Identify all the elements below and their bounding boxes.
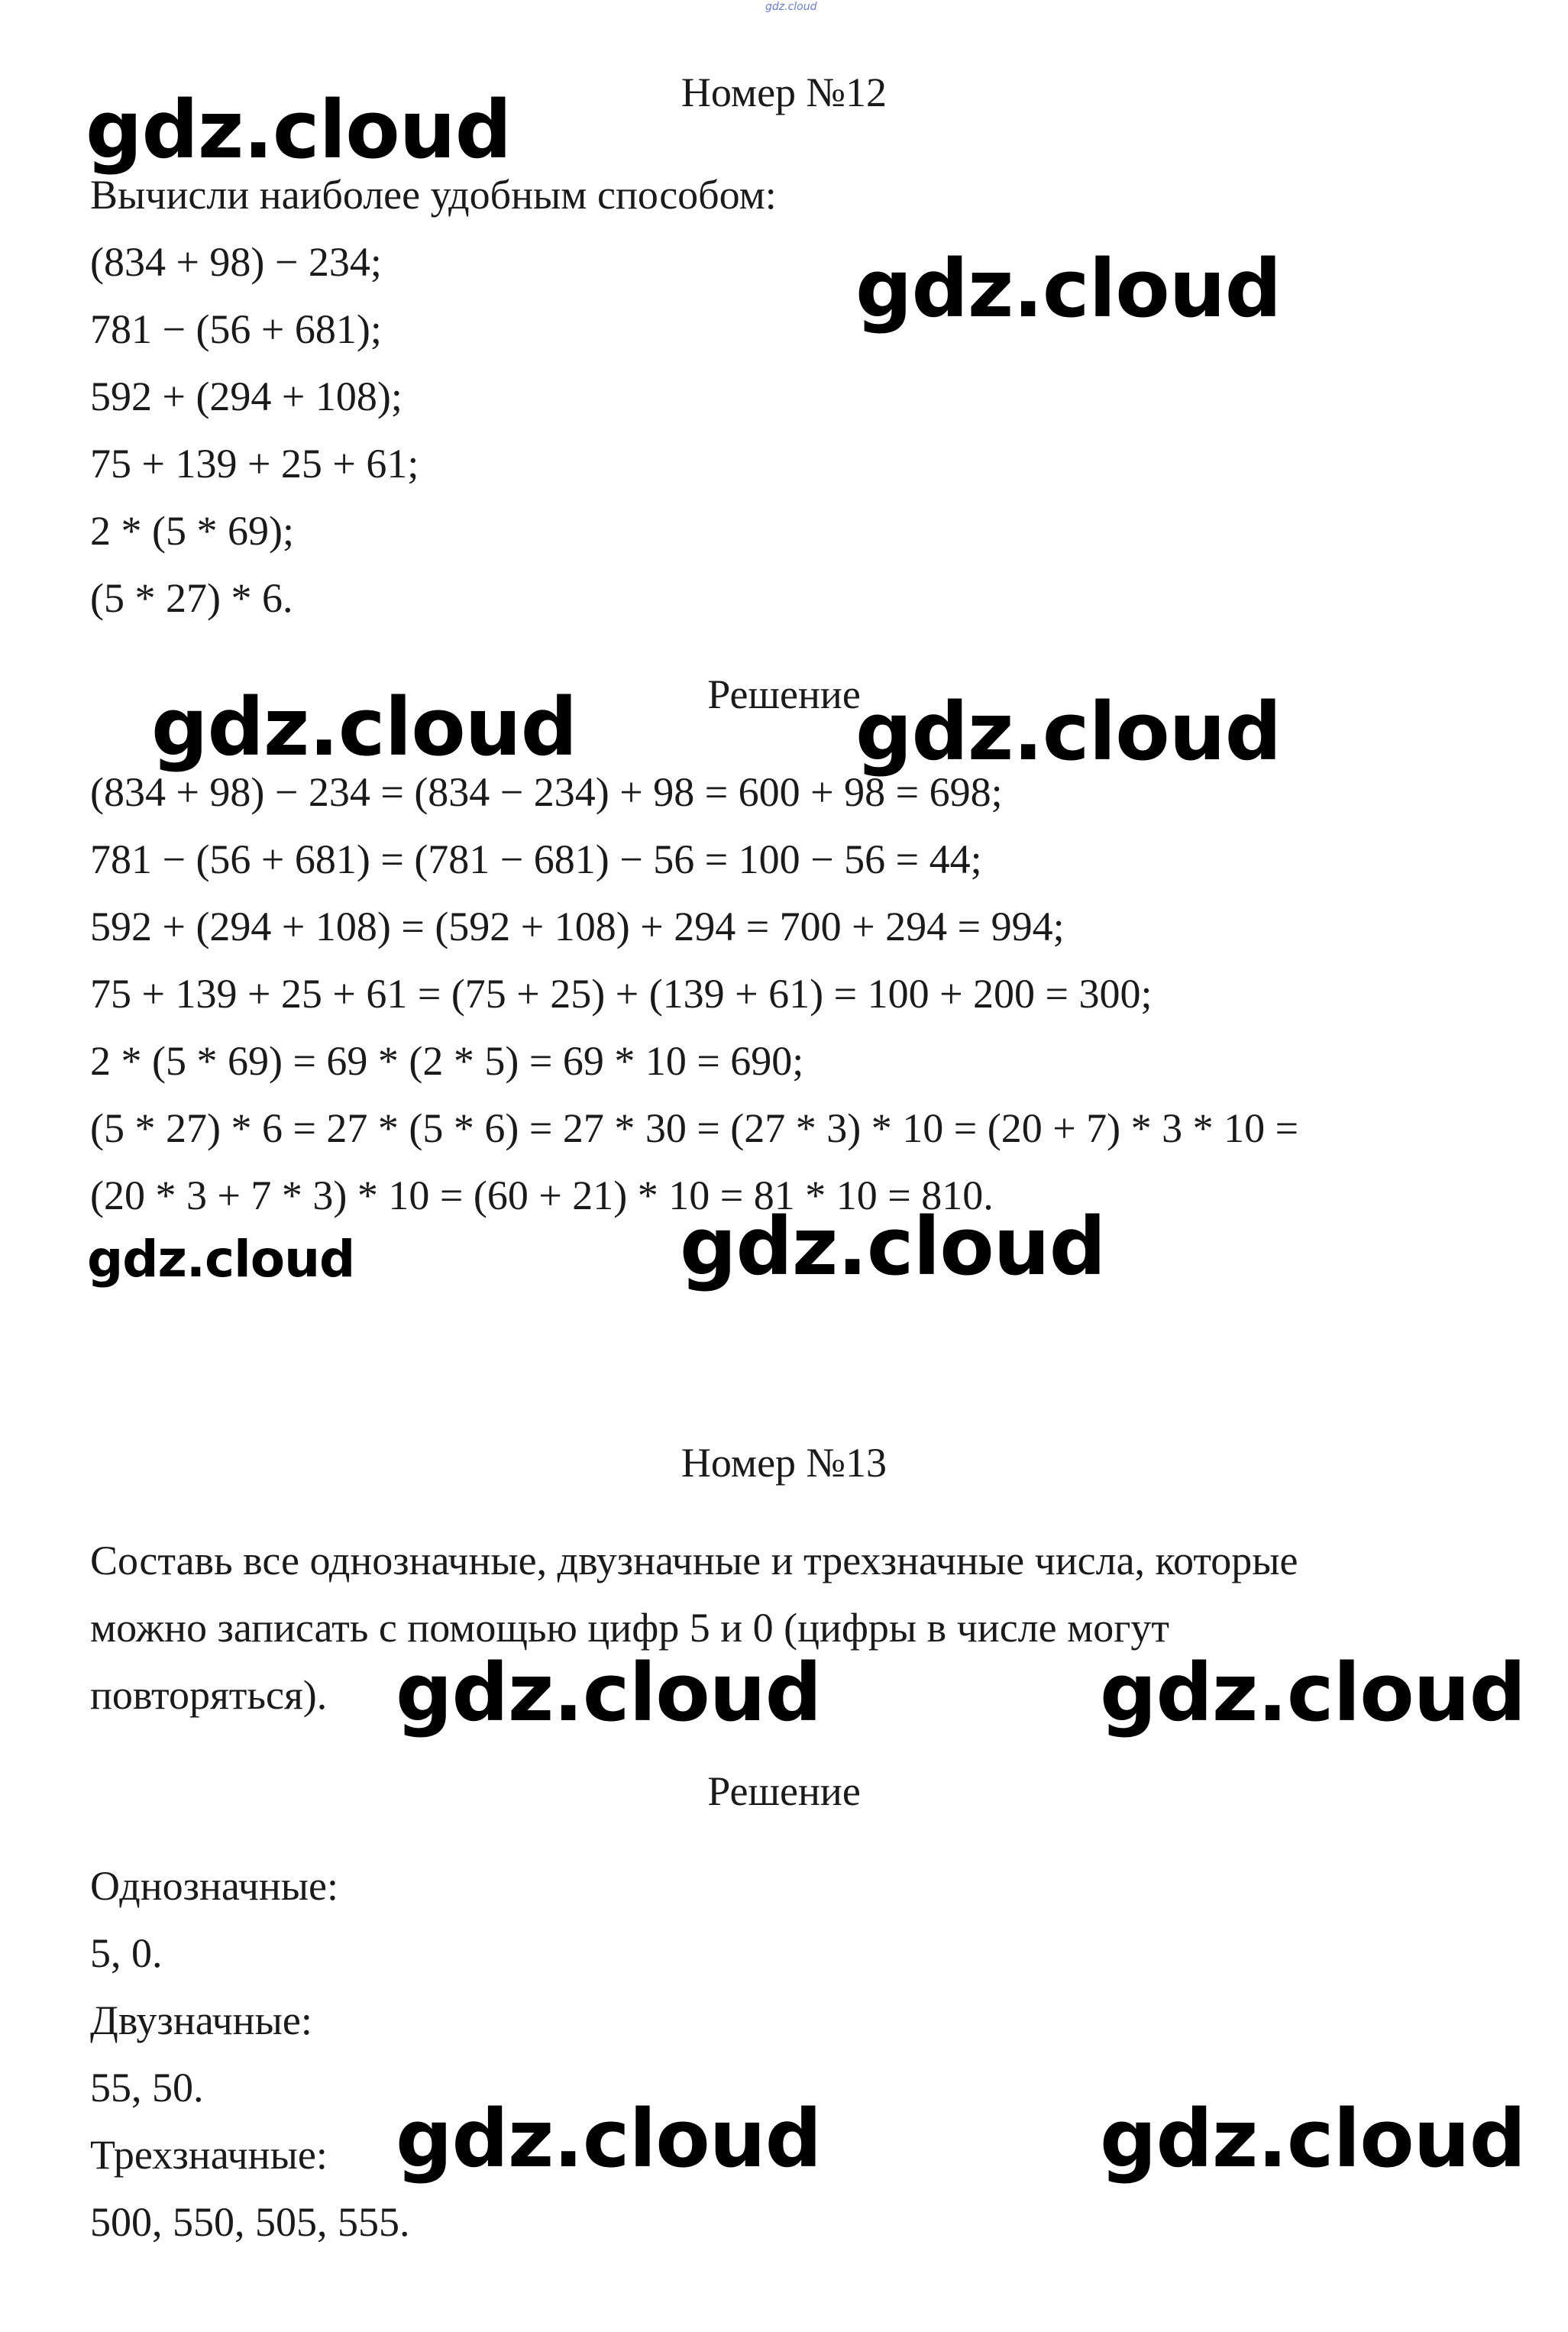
- watermark: gdz.cloud: [1100, 1646, 1526, 1739]
- task13-solution-line: 55, 50.: [90, 2065, 204, 2110]
- task12-item: 75 + 139 + 25 + 61;: [90, 441, 419, 487]
- watermark: gdz.cloud: [86, 83, 512, 176]
- task12-item: 592 + (294 + 108);: [90, 374, 403, 419]
- task13-heading: Номер №13: [681, 1440, 887, 1486]
- task13-solution-line: 5, 0.: [90, 1930, 163, 1976]
- task12-heading: Номер №12: [681, 70, 887, 115]
- task12-solution-heading: Решение: [707, 671, 861, 717]
- task13-solution-line: Трехзначные:: [90, 2132, 328, 2178]
- task12-solution-line: (20 * 3 + 7 * 3) * 10 = (60 + 21) * 10 = 81 * 10 = 810.: [90, 1172, 994, 1218]
- task12-solution-line: 781 − (56 + 681) = (781 − 681) − 56 = 100 − 56 = 44;: [90, 836, 982, 882]
- watermark: gdz.cloud: [855, 242, 1282, 335]
- watermark-top-tiny: gdz.cloud: [765, 1, 817, 13]
- watermark: gdz.cloud: [396, 1646, 822, 1739]
- task12-solution-line: 592 + (294 + 108) = (592 + 108) + 294 = 700 + 294 = 994;: [90, 904, 1065, 949]
- task13-prompt-line: Составь все однозначные, двузначные и трехзначные числа, которые: [90, 1538, 1298, 1583]
- task12-prompt: Вычисли наиболее удобным способом:: [90, 172, 777, 218]
- task13-solution-line: Двузначные:: [90, 1997, 312, 2043]
- task12-item: 781 − (56 + 681);: [90, 306, 382, 352]
- watermark: gdz.cloud: [396, 2092, 822, 2185]
- task13-prompt-line: повторяться).: [90, 1672, 328, 1718]
- task12-solution-line: (834 + 98) − 234 = (834 − 234) + 98 = 600 + 98 = 698;: [90, 769, 1003, 815]
- task13-solution-line: Однозначные:: [90, 1863, 339, 1909]
- task12-solution-line: 75 + 139 + 25 + 61 = (75 + 25) + (139 + 61) = 100 + 200 = 300;: [90, 971, 1153, 1017]
- task12-solution-line: (5 * 27) * 6 = 27 * (5 * 6) = 27 * 30 = (27 * 3) * 10 = (20 + 7) * 3 * 10 =: [90, 1105, 1299, 1151]
- watermark: gdz.cloud: [151, 681, 577, 774]
- task13-prompt-line: можно записать с помощью цифр 5 и 0 (цифры в числе могут: [90, 1605, 1169, 1651]
- task12-item: (834 + 98) − 234;: [90, 239, 382, 285]
- watermark: gdz.cloud: [855, 685, 1282, 778]
- task12-item: 2 * (5 * 69);: [90, 508, 294, 554]
- watermark: gdz.cloud: [1100, 2092, 1526, 2185]
- task13-solution-line: 500, 550, 505, 555.: [90, 2199, 410, 2245]
- watermark: gdz.cloud: [87, 1230, 355, 1289]
- task13-solution-heading: Решение: [707, 1768, 861, 1814]
- watermark: gdz.cloud: [680, 1200, 1106, 1293]
- task12-solution-line: 2 * (5 * 69) = 69 * (2 * 5) = 69 * 10 = 690;: [90, 1038, 804, 1084]
- task12-item: (5 * 27) * 6.: [90, 575, 293, 621]
